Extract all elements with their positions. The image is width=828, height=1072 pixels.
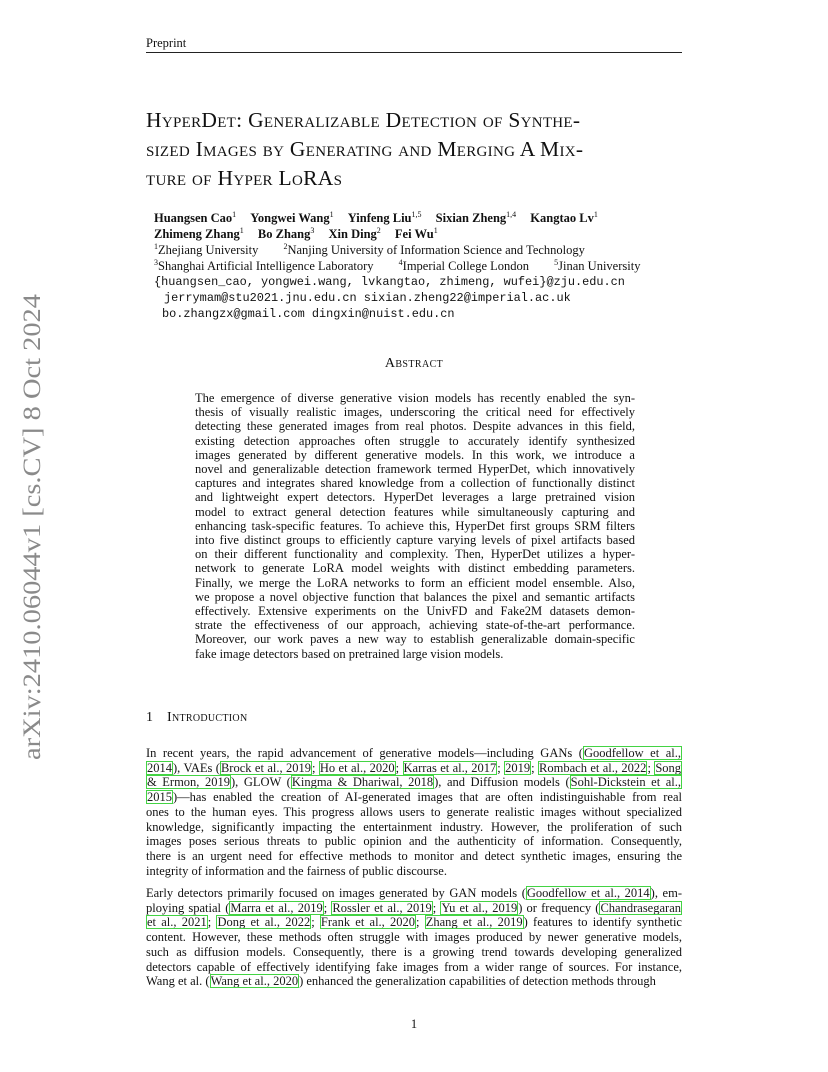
- abstract-line: into five distinct groups to efficiently capture varying levels of pixel artifacts based: [195, 533, 635, 548]
- citation-link[interactable]: Karras et al., 2017: [403, 760, 497, 775]
- paragraph-line: [146, 864, 682, 879]
- affiliation-row: [154, 242, 694, 258]
- abstract-line: network to generate LoRA model weights with distinct embedding parameters.: [195, 561, 635, 576]
- affiliation-row: [154, 258, 694, 274]
- body-text: In recent years, the rapid advancement of generative models—including GANs (: [146, 746, 583, 760]
- paragraph-line: [146, 915, 682, 930]
- author-name: Huangsen Cao$^1$: [154, 209, 237, 225]
- author-name: Sixian Zheng$^{1,4}$: [435, 209, 517, 225]
- body-text: ) features to identify synthetic: [523, 915, 682, 930]
- body-text: integrity of information and the fairness of public discourse.: [146, 863, 447, 878]
- paragraph-line: [146, 930, 682, 945]
- citation-link[interactable]: Sohl-Dickstein et al.,: [570, 775, 682, 790]
- citation-link[interactable]: Goodfellow et al., 2014: [526, 886, 650, 900]
- body-text: ;: [531, 760, 539, 775]
- abstract-body: [195, 391, 635, 661]
- body-text: ) enhanced the generalization capabilities of detection methods through: [299, 974, 656, 989]
- paragraph-line: [146, 974, 682, 989]
- paragraph-line: [146, 834, 682, 849]
- abstract-line: existing detection approaches often struggle to accurately identify synthesized: [195, 433, 635, 448]
- body-text: content. However, these methods often struggle with images produced by newer generative models,: [146, 930, 682, 945]
- body-text: images poses serious threats to public opinion and the authenticity of information. Consequently,: [146, 834, 682, 849]
- abstract-heading: Abstract: [384, 356, 444, 371]
- body-text: Early detectors primarily focused on images generated by GAN models (: [146, 886, 526, 900]
- author-name: Xin Ding$^2$: [328, 225, 381, 241]
- author-block: [154, 210, 694, 322]
- citation-link[interactable]: Kingma & Dhariwal, 2018: [291, 775, 434, 790]
- author-row: [154, 226, 694, 242]
- body-text: ) or frequency (: [518, 900, 600, 915]
- paragraph-line: [146, 820, 682, 835]
- citation-link[interactable]: Marra et al., 2019: [230, 900, 323, 915]
- citation-link[interactable]: et al., 2021: [147, 915, 207, 930]
- body-text: ;: [312, 760, 319, 775]
- body-text: ;: [647, 760, 655, 775]
- affiliation: $^3$Shanghai Artificial Intelligence Laboratory: [154, 257, 374, 273]
- paragraph-line: [146, 805, 682, 820]
- section-heading: [146, 710, 247, 726]
- body-text: detectors capable of effectively identifying fake images from a wider range of sources. For instance,: [146, 959, 682, 974]
- abstract-line: captures and integrates shared knowledge from a collection of functionally distinct: [195, 476, 635, 491]
- paragraph-line: [146, 790, 682, 805]
- abstract-line: enhancing task-specific features. To achieve this, HyperDet first groups SRM filters: [195, 518, 635, 533]
- citation-link[interactable]: Zhang et al., 2019: [425, 915, 523, 930]
- page-number: 1: [410, 1017, 418, 1031]
- section-number: 1: [146, 710, 153, 725]
- body-text: ;: [432, 900, 441, 915]
- citation-link[interactable]: Wang et al., 2020: [210, 974, 299, 989]
- abstract-line: detecting these generated images from real photos. Despite advances in this field,: [195, 419, 635, 434]
- affiliation: $^1$Zhejiang University: [154, 241, 259, 257]
- abstract-line: novel and generalizable detection framework termed HyperDet, which innovatively: [195, 462, 635, 477]
- body-text: ones to the human eyes. This progress allows users to generate realistic images without specialized: [146, 804, 682, 819]
- abstract-line: thesis of visually realistic images, underscoring the critical need for effectively: [195, 405, 635, 420]
- arxiv-identifier: arXiv:2410.06044v1 [cs.CV] 8 Oct 2024: [19, 350, 46, 760]
- author-row: [154, 210, 694, 226]
- body-text: )—has enabled the creation of AI-generated images that are often indistinguishable from real: [173, 790, 682, 805]
- abstract-line: The emergence of diverse generative vision models has recently enabled the syn-: [195, 391, 635, 405]
- body-text: Wang et al. (: [146, 974, 210, 989]
- body-text: ), VAEs (: [173, 760, 220, 775]
- intro-paragraph-2: [146, 886, 682, 989]
- email-line[interactable]: jerrymam@stu2021.jnu.edu.cn sixian.zheng22@imperial.ac.uk: [164, 291, 571, 305]
- title-line: ture of Hyper LoRAs: [146, 166, 343, 190]
- email-line[interactable]: {huangsen_cao, yongwei.wang, lvkangtao, zhimeng, wufei}@zju.edu.cn: [154, 275, 625, 289]
- paragraph-line: [146, 746, 682, 761]
- email-line[interactable]: bo.zhangzx@gmail.com dingxin@nuist.edu.cn: [162, 307, 455, 321]
- header-rule: [146, 52, 682, 53]
- affiliation: $^4$Imperial College London: [398, 257, 530, 273]
- citation-link[interactable]: Rossler et al., 2019: [332, 900, 432, 915]
- citation-link[interactable]: Goodfellow et al.,: [583, 746, 681, 760]
- body-text: there is an urgent need for effective methods to monitor and detect synthetic images, ensuring the: [146, 848, 682, 863]
- body-text: ;: [311, 915, 320, 930]
- abstract-line: fake image detectors based on pretrained large vision models.: [195, 646, 504, 661]
- body-text: ;: [497, 760, 505, 775]
- citation-link[interactable]: Ho et al., 2020: [319, 760, 395, 775]
- body-text: ;: [207, 915, 217, 930]
- author-name: Bo Zhang$^3$: [257, 225, 315, 241]
- paragraph-line: [146, 945, 682, 960]
- paragraph-line: [146, 886, 682, 901]
- author-name: Zhimeng Zhang$^1$: [154, 225, 244, 241]
- section-title: Introduction: [167, 710, 248, 725]
- author-name: Yongwei Wang$^1$: [250, 209, 334, 225]
- author-name: Fei Wu$^1$: [394, 225, 438, 241]
- affiliation: $^5$Jinan University: [554, 257, 641, 273]
- body-text: ;: [416, 915, 425, 930]
- author-name: Yinfeng Liu$^{1,5}$: [347, 209, 422, 225]
- abstract-line: effectively. Extensive experiments on the UnivFD and Fake2M datasets demon-: [195, 604, 635, 619]
- title-line: sized Images by Generating and Merging A Mix-: [146, 137, 584, 161]
- abstract-line: Finally, we merge the LoRA networks to form an efficient model ensemble. Also,: [195, 575, 635, 590]
- abstract-line: strate the effectiveness of our approach, achieving state-of-the-art performance.: [195, 618, 635, 633]
- citation-link[interactable]: Rombach et al., 2022: [539, 760, 647, 775]
- abstract-line: images generated by different generative models. In this work, we introduce a: [195, 447, 635, 462]
- abstract-line: and lightweight expert detectors. HyperDet leverages a large pretrained vision: [195, 490, 635, 505]
- citation-link[interactable]: 2015: [147, 790, 172, 805]
- body-text: ), GLOW (: [230, 775, 291, 790]
- abstract-line: on their different functionality and complexity. Then, HyperDet utilizes a hyper-: [195, 547, 635, 562]
- paragraph-line: [146, 775, 682, 790]
- paragraph-line: [146, 960, 682, 975]
- body-text: knowledge, significantly impacting the entertainment industry. However, the proliferation of such: [146, 819, 682, 834]
- citation-link[interactable]: & Ermon, 2019: [147, 775, 230, 790]
- author-name: Kangtao Lv$^1$: [530, 209, 598, 225]
- paragraph-line: [146, 761, 682, 776]
- paragraph-line: [146, 849, 682, 864]
- abstract-line: we propose a novel objective function that balances the pixel and semantic artifacts: [195, 589, 635, 604]
- citation-link[interactable]: 2019: [505, 760, 531, 775]
- citation-link[interactable]: 2014: [147, 760, 172, 775]
- affiliation: $^2$Nanjing University of Information Science and Technology: [283, 241, 585, 257]
- body-text: ;: [323, 900, 332, 915]
- body-text: such as diffusion models. Consequently, there is a growing trend towards developing generalized: [146, 944, 682, 959]
- abstract-line: Moreover, our work paves a new way to establish generalizable domain-specific: [195, 632, 635, 647]
- title-line: HyperDet: Generalizable Detection of Synthe-: [146, 108, 581, 132]
- body-text: ), em-: [650, 886, 682, 900]
- paragraph-line: [146, 901, 682, 916]
- paper-title: [146, 106, 686, 193]
- intro-paragraph-1: [146, 746, 682, 878]
- citation-link[interactable]: Chandrasegaran: [600, 900, 681, 915]
- citation-link[interactable]: Frank et al., 2020: [320, 915, 416, 930]
- body-text: ploying spatial (: [146, 900, 230, 915]
- citation-link[interactable]: Song: [655, 760, 682, 775]
- body-text: ;: [395, 760, 403, 775]
- running-header: Preprint: [146, 36, 187, 50]
- abstract-line: model to extract general detection features while simultaneously capturing and: [195, 504, 635, 519]
- citation-link[interactable]: Brock et al., 2019: [220, 760, 311, 775]
- citation-link[interactable]: Dong et al., 2022: [217, 915, 311, 930]
- citation-link[interactable]: Yu et al., 2019: [441, 900, 518, 915]
- body-text: ), and Diffusion models (: [434, 775, 570, 790]
